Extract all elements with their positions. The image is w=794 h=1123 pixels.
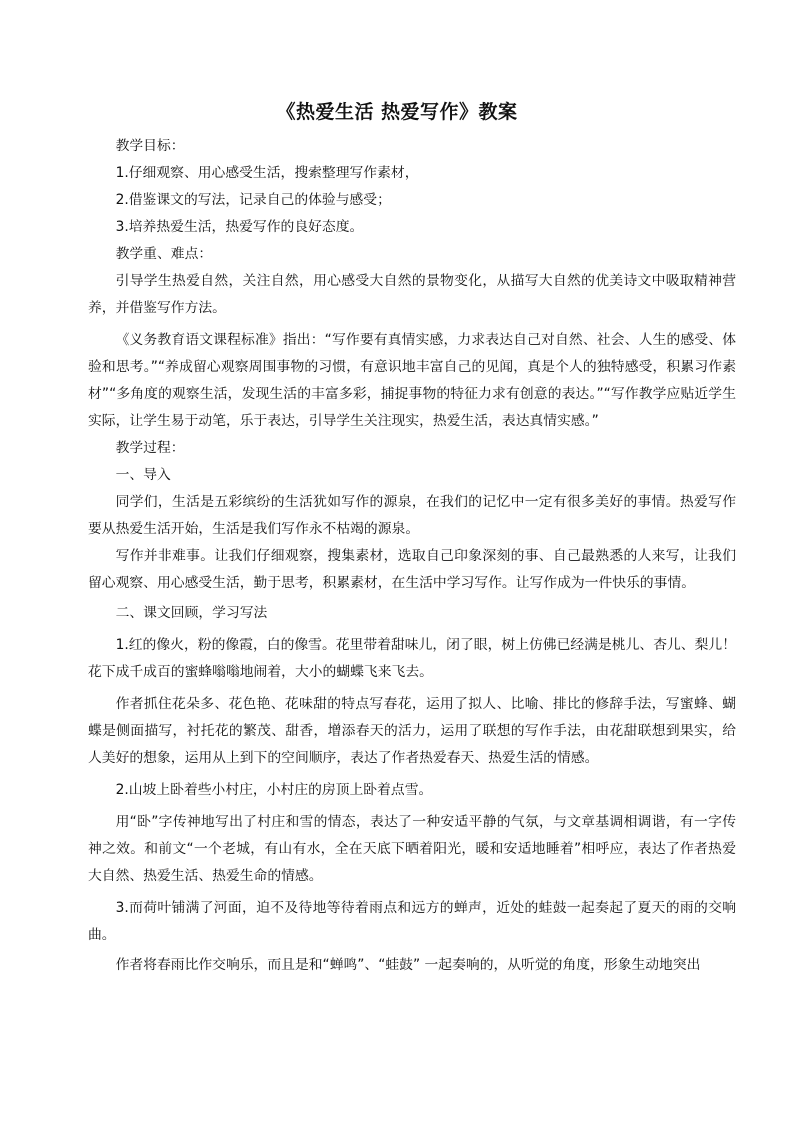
document-title: 《热爱生活 热爱写作》教案 <box>276 101 518 123</box>
paragraph: 《义务教育语文课程标准》指出：“写作要有真情实感，力求表达自己对自然、社会、人生的感受、体验和思考。”“养成留心观察周围事物的习惯，有意识地丰富自己的见闻，真是个人的独特感受，积累习作素材”“多角度的观察生活，发现生活的丰富多彩，捕捉事物的特征力求有创意的表达。”“写作教学应贴近学生实际，让学生易于动笔，乐于表达，引导学生关注现实，热爱生活，表达真情实感。” <box>88 332 736 429</box>
paragraph: 一、导入 <box>115 467 171 483</box>
paragraph: 1.红的像火，粉的像霞，白的像雪。花里带着甜味儿，闭了眼，树上仿佛已经满是桃儿、杏儿、梨儿！花下成千成百的蜜蜂嗡嗡地闹着，大小的蝴蝶飞来飞去。 <box>88 637 736 680</box>
paragraph: 用“卧”字传神地写出了村庄和雪的情态，表达了一种安适平静的气氛，与文章基调相调谐，有一字传神之效。和前文“一个老城，有山有水，全在天底下晒着阳光，暖和安适地睡着”相呼应，表达了作者热爱大自然、热爱生活、热爱生命的情感。 <box>88 814 736 884</box>
paragraph: 1.仔细观察、用心感受生活，搜索整理写作素材， <box>115 165 419 181</box>
paragraph: 3.培养热爱生活，热爱写作的良好态度。 <box>115 219 364 235</box>
paragraph: 教学过程： <box>115 440 185 456</box>
paragraph: 作者抓住花朵多、花色艳、花味甜的特点写春花，运用了拟人、比喻、排比的修辞手法，写蜜蜂、蝴蝶是侧面描写，衬托花的繁茂、甜香，增添春天的活力，运用了联想的写作手法，由花甜联想到果实，给人美好的想象，运用从上到下的空间顺序，表达了作者热爱春天、热爱生活的情感。 <box>88 696 736 766</box>
paragraph: 2.山坡上卧着些小村庄，小村庄的房顶上卧着点雪。 <box>115 782 433 798</box>
paragraph: 引导学生热爱自然，关注自然，用心感受大自然的景物变化，从描写大自然的优美诗文中吸取精神营养，并借鉴写作方法。 <box>88 273 736 316</box>
paragraph: 作者将春雨比作交响乐，而且是和“蝉鸣”、“蛙鼓” 一起奏响的，从听觉的角度，形象生动地突出 <box>115 957 701 973</box>
document-body <box>88 133 736 979</box>
paragraph: 教学目标： <box>115 138 185 154</box>
paragraph: 二、课文回顾，学习写法 <box>115 605 268 621</box>
paragraph: 2.借鉴课文的写法，记录自己的体验与感受； <box>115 192 391 208</box>
paragraph: 同学们，生活是五彩缤纷的生活犹如写作的源泉，在我们的记忆中一定有很多美好的事情。热爱写作要从热爱生活开始，生活是我们写作永不枯竭的源泉。 <box>88 494 736 537</box>
paragraph: 教学重、难点： <box>115 246 213 262</box>
paragraph: 3.而荷叶铺满了河面，迫不及待地等待着雨点和远方的蝉声，近处的蛙鼓一起奏起了夏天的雨的交响曲。 <box>88 900 736 943</box>
paragraph: 写作并非难事。让我们仔细观察，搜集素材，选取自己印象深刻的事、自己最熟悉的人来写，让我们留心观察、用心感受生活，勤于思考，积累素材，在生活中学习写作。让写作成为一件快乐的事情。 <box>88 548 736 591</box>
